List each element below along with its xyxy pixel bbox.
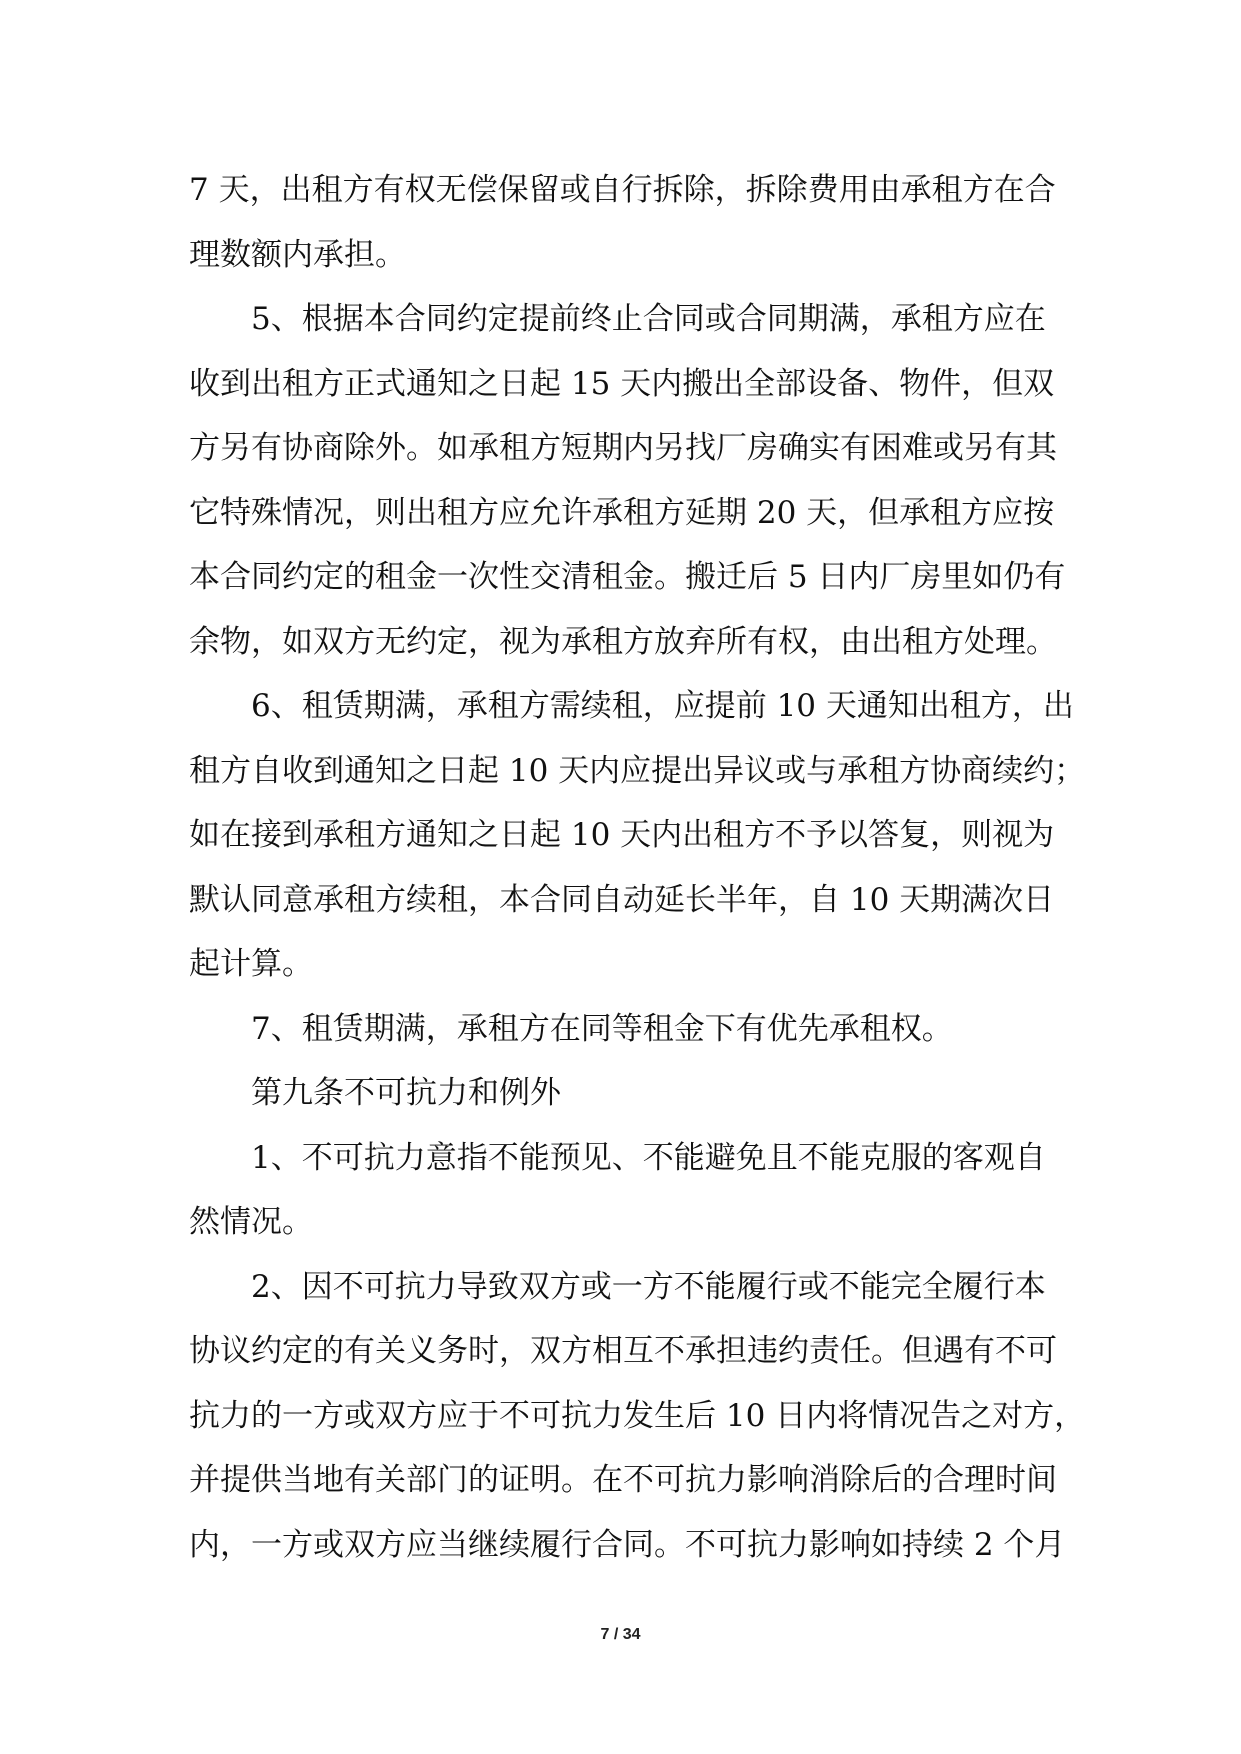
text-line: 本合同约定的租金一次性交清租金。搬迁后 5 日内厂房里如仍有 bbox=[189, 559, 1066, 595]
text-line: 默认同意承租方续租，本合同自动延长半年，自 10 天期满次日 bbox=[189, 881, 1055, 918]
paragraph-first-line: 1、不可抗力意指不能预见、不能避免且不能克服的客观自 bbox=[251, 1139, 1046, 1176]
section-heading: 第九条不可抗力和例外 bbox=[251, 1075, 561, 1111]
paragraph-first-line: 5、根据本合同约定提前终止合同或合同期满，承租方应在 bbox=[251, 301, 1046, 337]
document-body bbox=[189, 158, 1086, 1577]
page-number: 7 / 34 bbox=[600, 1626, 641, 1643]
paragraph-first-line: 6、租赁期满，承租方需续租，应提前 10 天通知出租方，出 bbox=[251, 688, 1074, 724]
text-line: 然情况。 bbox=[189, 1204, 313, 1240]
text-line: 余物，如双方无约定，视为承租方放弃所有权，由出租方处理。 bbox=[189, 623, 1057, 660]
text-line: 理数额内承担。 bbox=[189, 236, 406, 273]
text-line: 抗力的一方或双方应于不可抗力发生后 10 日内将情况告之对方， bbox=[189, 1397, 1086, 1434]
text-line: 方另有协商除外。如承租方短期内另找厂房确实有困难或另有其 bbox=[189, 430, 1057, 466]
text-line: 收到出租方正式通知之日起 15 天内搬出全部设备、物件，但双 bbox=[189, 365, 1055, 402]
paragraph-first-line: 7、租赁期满，承租方在同等租金下有优先承租权。 bbox=[251, 1010, 953, 1047]
text-line: 协议约定的有关义务时，双方相互不承担违约责任。但遇有不可 bbox=[189, 1333, 1057, 1369]
text-line: 7 天，出租方有权无偿保留或自行拆除，拆除费用由承租方在合 bbox=[189, 172, 1056, 208]
text-line: 租方自收到通知之日起 10 天内应提出异议或与承租方协商续约； bbox=[189, 752, 1086, 789]
text-line: 并提供当地有关部门的证明。在不可抗力影响消除后的合理时间 bbox=[189, 1462, 1057, 1498]
paragraph-first-line: 2、因不可抗力导致双方或一方不能履行或不能完全履行本 bbox=[251, 1268, 1046, 1305]
text-line: 它特殊情况，则出租方应允许承租方延期 20 天，但承租方应按 bbox=[189, 494, 1055, 531]
text-line: 起计算。 bbox=[189, 946, 313, 982]
text-line: 内，一方或双方应当继续履行合同。不可抗力影响如持续 2 个月 bbox=[189, 1526, 1066, 1563]
text-line: 如在接到承租方通知之日起 10 天内出租方不予以答复，则视为 bbox=[189, 817, 1055, 853]
